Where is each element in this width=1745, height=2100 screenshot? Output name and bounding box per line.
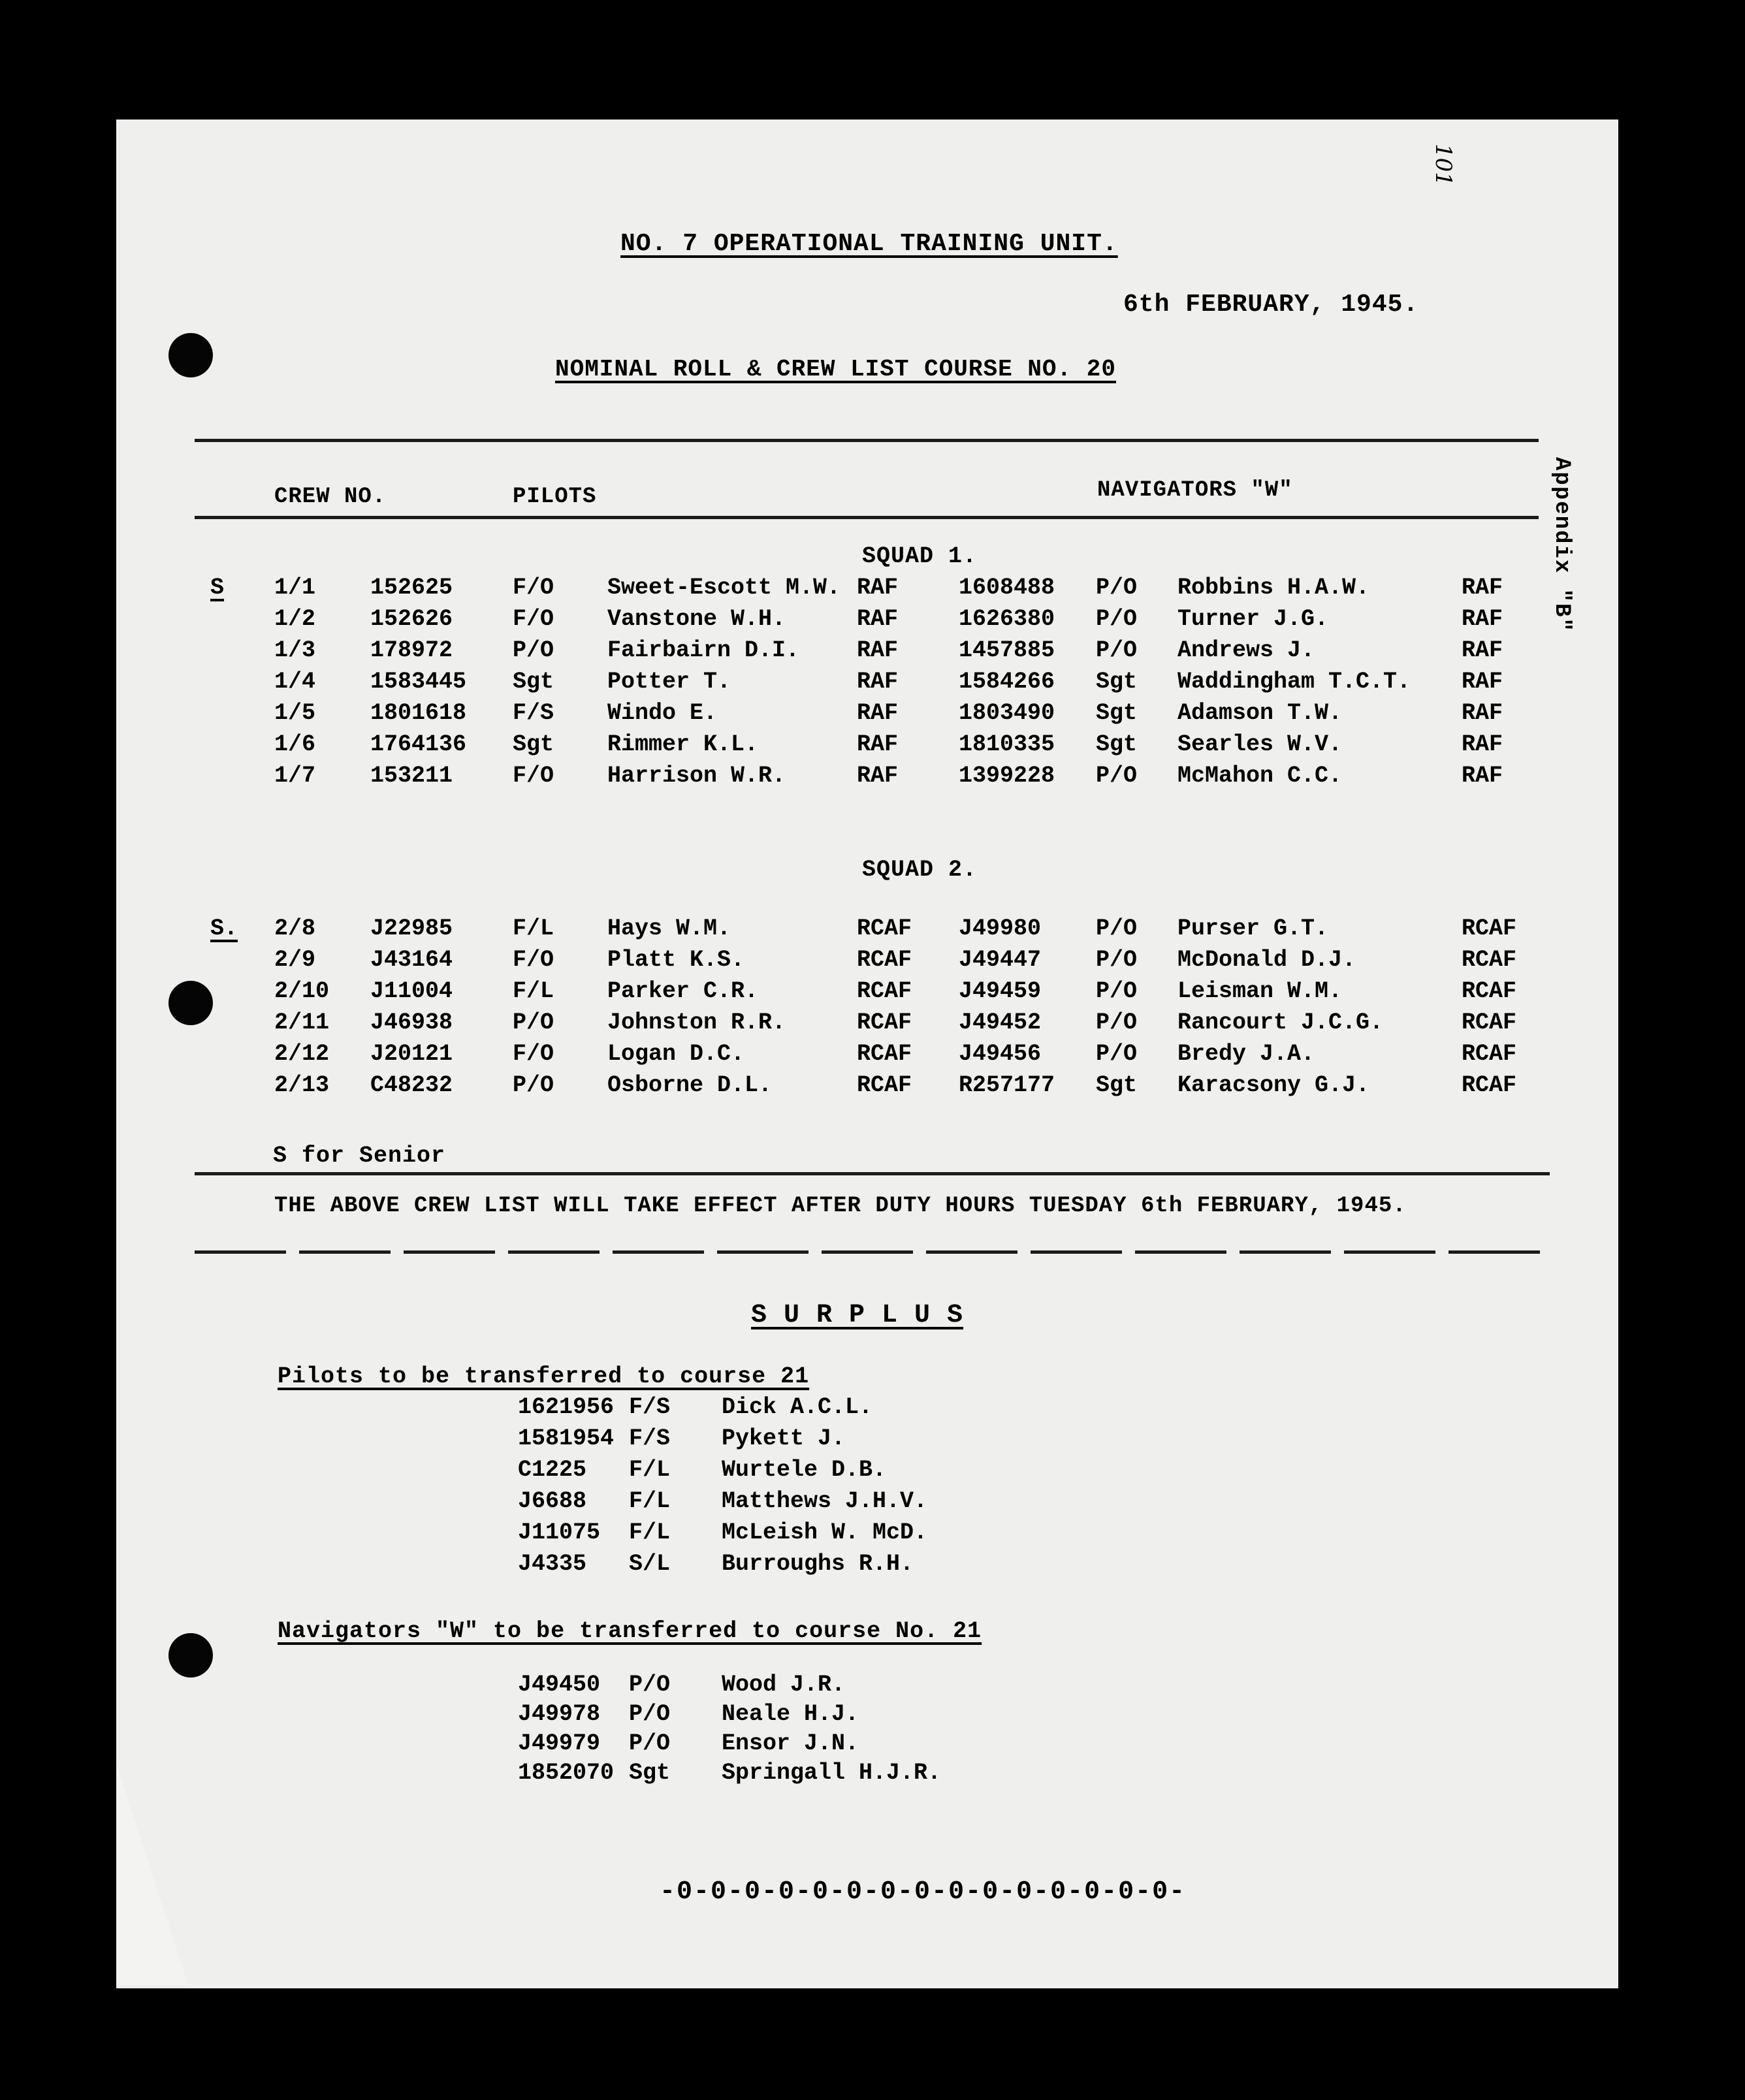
navigator-rank: P/O bbox=[1096, 575, 1138, 601]
appendix-label: Appendix "B" bbox=[1549, 457, 1574, 633]
pilot-air-force: RCAF bbox=[857, 1010, 912, 1036]
table-row bbox=[0, 700, 1745, 733]
navigator-name: Bredy J.A. bbox=[1177, 1041, 1315, 1067]
navigator-air-force: RAF bbox=[1462, 763, 1503, 789]
table-row bbox=[0, 915, 1745, 948]
pilot-rank: P/O bbox=[513, 637, 554, 663]
name: Neale H.J. bbox=[722, 1701, 859, 1727]
service-number: J11075 bbox=[518, 1519, 601, 1546]
rank: F/L bbox=[629, 1519, 671, 1546]
pilot-name: Parker C.R. bbox=[607, 978, 759, 1004]
navigator-rank: P/O bbox=[1096, 763, 1138, 789]
navigator-air-force: RCAF bbox=[1462, 1041, 1517, 1067]
navigator-service-number: 1810335 bbox=[959, 731, 1055, 757]
name: Ensor J.N. bbox=[722, 1730, 859, 1757]
pilot-name: Sweet-Escott M.W. bbox=[607, 575, 841, 601]
crew-number: 1/2 bbox=[274, 606, 316, 632]
service-number: J49450 bbox=[518, 1672, 601, 1698]
navigator-service-number: J49456 bbox=[959, 1041, 1042, 1067]
pilot-service-number: C48232 bbox=[370, 1072, 453, 1098]
pilot-service-number: 153211 bbox=[370, 763, 453, 789]
pilot-service-number: J22985 bbox=[370, 915, 453, 942]
folded-corner bbox=[116, 1763, 188, 1985]
table-row bbox=[0, 947, 1745, 979]
pilot-rank: F/O bbox=[513, 575, 554, 601]
navigator-rank: P/O bbox=[1096, 915, 1138, 942]
navigator-air-force: RAF bbox=[1462, 731, 1503, 757]
navigator-rank: Sgt bbox=[1096, 1072, 1138, 1098]
table-row bbox=[0, 1010, 1745, 1042]
navigator-air-force: RAF bbox=[1462, 606, 1503, 632]
crew-number: 1/7 bbox=[274, 763, 316, 789]
name: Wurtele D.B. bbox=[722, 1457, 887, 1483]
service-number: C1225 bbox=[518, 1457, 587, 1483]
navigator-service-number: 1457885 bbox=[959, 637, 1055, 663]
rank: P/O bbox=[629, 1730, 671, 1757]
navigator-name: McMahon C.C. bbox=[1177, 763, 1343, 789]
table-row bbox=[0, 637, 1745, 670]
pilot-air-force: RCAF bbox=[857, 1072, 912, 1098]
pilot-name: Harrison W.R. bbox=[607, 763, 786, 789]
pilot-rank: F/O bbox=[513, 763, 554, 789]
navigator-service-number: J49459 bbox=[959, 978, 1042, 1004]
surplus-title: S U R P L U S bbox=[751, 1301, 964, 1330]
table-row bbox=[0, 1457, 1745, 1489]
table-row bbox=[0, 1519, 1745, 1552]
name: Springall H.J.R. bbox=[722, 1760, 942, 1786]
pilot-service-number: J46938 bbox=[370, 1010, 453, 1036]
rank: P/O bbox=[629, 1701, 671, 1727]
unit-heading: NO. 7 OPERATIONAL TRAINING UNIT. bbox=[620, 230, 1118, 258]
navigator-name: Karacsony G.J. bbox=[1177, 1072, 1370, 1098]
name: Wood J.R. bbox=[722, 1672, 846, 1698]
service-number: 1581954 bbox=[518, 1425, 615, 1452]
table-row bbox=[0, 1072, 1745, 1105]
pilot-air-force: RAF bbox=[857, 637, 899, 663]
pilot-air-force: RCAF bbox=[857, 978, 912, 1004]
navigator-service-number: R257177 bbox=[959, 1072, 1055, 1098]
navigator-air-force: RCAF bbox=[1462, 978, 1517, 1004]
service-number: J49978 bbox=[518, 1701, 601, 1727]
service-number: J49979 bbox=[518, 1730, 601, 1757]
surplus-pilots-heading: Pilots to be transferred to course 21 bbox=[278, 1363, 810, 1390]
pilot-rank: Sgt bbox=[513, 731, 554, 757]
crew-number: 1/4 bbox=[274, 669, 316, 695]
pilot-rank: P/O bbox=[513, 1010, 554, 1036]
senior-note: S for Senior bbox=[273, 1143, 446, 1169]
page-annotation: 101 bbox=[1430, 144, 1456, 186]
senior-mark: S bbox=[210, 575, 225, 601]
navigator-name: Andrews J. bbox=[1177, 637, 1315, 663]
navigator-rank: P/O bbox=[1096, 947, 1138, 973]
pilot-rank: F/O bbox=[513, 947, 554, 973]
pilot-name: Rimmer K.L. bbox=[607, 731, 759, 757]
service-number: J4335 bbox=[518, 1551, 587, 1577]
pilot-name: Logan D.C. bbox=[607, 1041, 745, 1067]
pilot-name: Vanstone W.H. bbox=[607, 606, 786, 632]
pilot-air-force: RCAF bbox=[857, 947, 912, 973]
rank: P/O bbox=[629, 1672, 671, 1698]
table-row bbox=[0, 1760, 1745, 1792]
navigator-air-force: RCAF bbox=[1462, 915, 1517, 942]
pilot-air-force: RAF bbox=[857, 669, 899, 695]
table-row bbox=[0, 1701, 1745, 1734]
pilot-air-force: RAF bbox=[857, 575, 899, 601]
pilot-service-number: 152626 bbox=[370, 606, 453, 632]
punch-hole-top bbox=[168, 333, 213, 377]
table-row bbox=[0, 1041, 1745, 1074]
name: Matthews J.H.V. bbox=[722, 1488, 928, 1514]
table-row bbox=[0, 606, 1745, 639]
pilot-rank: F/S bbox=[513, 700, 554, 726]
pilot-service-number: 152625 bbox=[370, 575, 453, 601]
navigator-name: Adamson T.W. bbox=[1177, 700, 1343, 726]
pilot-service-number: J20121 bbox=[370, 1041, 453, 1067]
pilot-name: Osborne D.L. bbox=[607, 1072, 773, 1098]
end-marker: -0-0-0-0-0-0-0-0-0-0-0-0-0-0-0- bbox=[660, 1877, 1187, 1907]
service-number: J6688 bbox=[518, 1488, 587, 1514]
table-row bbox=[0, 1488, 1745, 1521]
navigator-service-number: 1626380 bbox=[959, 606, 1055, 632]
crew-number: 1/3 bbox=[274, 637, 316, 663]
navigator-name: Searles W.V. bbox=[1177, 731, 1343, 757]
navigator-service-number: 1608488 bbox=[959, 575, 1055, 601]
pilot-service-number: J43164 bbox=[370, 947, 453, 973]
table-row bbox=[0, 1672, 1745, 1704]
rank: S/L bbox=[629, 1551, 671, 1577]
navigator-rank: P/O bbox=[1096, 606, 1138, 632]
pilot-name: Johnston R.R. bbox=[607, 1010, 786, 1036]
crew-number: 1/1 bbox=[274, 575, 316, 601]
crew-number: 2/13 bbox=[274, 1072, 330, 1098]
service-number: 1852070 bbox=[518, 1760, 615, 1786]
crew-number: 1/6 bbox=[274, 731, 316, 757]
table-row bbox=[0, 1394, 1745, 1427]
crew-number: 2/10 bbox=[274, 978, 330, 1004]
senior-mark: S. bbox=[210, 915, 238, 942]
pilot-air-force: RAF bbox=[857, 731, 899, 757]
pilot-air-force: RCAF bbox=[857, 915, 912, 942]
table-row bbox=[0, 763, 1745, 795]
table-row bbox=[0, 978, 1745, 1011]
name: Burroughs R.H. bbox=[722, 1551, 914, 1577]
navigator-air-force: RAF bbox=[1462, 575, 1503, 601]
rank: Sgt bbox=[629, 1760, 671, 1786]
document-date: 6th FEBRUARY, 1945. bbox=[1123, 291, 1419, 319]
rule-after-list bbox=[195, 1172, 1550, 1175]
navigator-air-force: RCAF bbox=[1462, 1010, 1517, 1036]
squad1-label: SQUAD 1. bbox=[862, 543, 978, 569]
navigator-service-number: J49980 bbox=[959, 915, 1042, 942]
pilot-service-number: J11004 bbox=[370, 978, 453, 1004]
name: Dick A.C.L. bbox=[722, 1394, 873, 1420]
navigator-rank: P/O bbox=[1096, 637, 1138, 663]
navigator-name: Waddingham T.C.T. bbox=[1177, 669, 1411, 695]
table-row bbox=[0, 1425, 1745, 1458]
navigator-rank: P/O bbox=[1096, 978, 1138, 1004]
pilot-air-force: RCAF bbox=[857, 1041, 912, 1067]
navigator-name: Robbins H.A.W. bbox=[1177, 575, 1370, 601]
pilot-rank: Sgt bbox=[513, 669, 554, 695]
table-row bbox=[0, 1730, 1745, 1763]
pilot-rank: F/L bbox=[513, 978, 554, 1004]
pilot-air-force: RAF bbox=[857, 700, 899, 726]
navigator-rank: Sgt bbox=[1096, 731, 1138, 757]
pilot-rank: F/O bbox=[513, 1041, 554, 1067]
effect-note: THE ABOVE CREW LIST WILL TAKE EFFECT AFTER DUTY HOURS TUESDAY 6th FEBRUARY, 1945. bbox=[274, 1194, 1407, 1218]
pilot-air-force: RAF bbox=[857, 763, 899, 789]
surplus-navigators-heading: Navigators "W" to be transferred to course No. 21 bbox=[278, 1618, 982, 1644]
name: McLeish W. McD. bbox=[722, 1519, 928, 1546]
navigator-rank: P/O bbox=[1096, 1010, 1138, 1036]
navigator-service-number: J49447 bbox=[959, 947, 1042, 973]
document-title: NOMINAL ROLL & CREW LIST COURSE NO. 20 bbox=[555, 356, 1116, 383]
pilot-service-number: 1583445 bbox=[370, 669, 467, 695]
pilot-service-number: 178972 bbox=[370, 637, 453, 663]
squad2-label: SQUAD 2. bbox=[862, 857, 978, 883]
service-number: 1621956 bbox=[518, 1394, 615, 1420]
col-header-crew-no: CREW NO. bbox=[274, 485, 387, 509]
pilot-rank: F/O bbox=[513, 606, 554, 632]
navigator-name: Purser G.T. bbox=[1177, 915, 1329, 942]
rule-header bbox=[195, 516, 1539, 519]
rank: F/S bbox=[629, 1394, 671, 1420]
crew-number: 2/12 bbox=[274, 1041, 330, 1067]
navigator-air-force: RCAF bbox=[1462, 947, 1517, 973]
pilot-name: Hays W.M. bbox=[607, 915, 731, 942]
navigator-air-force: RAF bbox=[1462, 637, 1503, 663]
pilot-name: Platt K.S. bbox=[607, 947, 745, 973]
navigator-air-force: RCAF bbox=[1462, 1072, 1517, 1098]
navigator-service-number: 1803490 bbox=[959, 700, 1055, 726]
pilot-name: Potter T. bbox=[607, 669, 731, 695]
pilot-name: Fairbairn D.I. bbox=[607, 637, 800, 663]
crew-number: 2/9 bbox=[274, 947, 316, 973]
pilot-name: Windo E. bbox=[607, 700, 718, 726]
rank: F/S bbox=[629, 1425, 671, 1452]
crew-number: 1/5 bbox=[274, 700, 316, 726]
navigator-air-force: RAF bbox=[1462, 669, 1503, 695]
name: Pykett J. bbox=[722, 1425, 846, 1452]
table-row bbox=[0, 669, 1745, 701]
navigator-air-force: RAF bbox=[1462, 700, 1503, 726]
punch-hole-bottom bbox=[168, 1633, 213, 1678]
crew-number: 2/11 bbox=[274, 1010, 330, 1036]
col-header-pilots: PILOTS bbox=[513, 485, 597, 509]
pilot-service-number: 1801618 bbox=[370, 700, 467, 726]
navigator-rank: Sgt bbox=[1096, 700, 1138, 726]
rule-dashed bbox=[195, 1250, 1550, 1254]
navigator-name: McDonald D.J. bbox=[1177, 947, 1356, 973]
crew-number: 2/8 bbox=[274, 915, 316, 942]
navigator-name: Turner J.G. bbox=[1177, 606, 1329, 632]
pilot-rank: F/L bbox=[513, 915, 554, 942]
navigator-service-number: 1399228 bbox=[959, 763, 1055, 789]
rank: F/L bbox=[629, 1457, 671, 1483]
navigator-name: Leisman W.M. bbox=[1177, 978, 1343, 1004]
pilot-rank: P/O bbox=[513, 1072, 554, 1098]
navigator-rank: Sgt bbox=[1096, 669, 1138, 695]
navigator-service-number: J49452 bbox=[959, 1010, 1042, 1036]
table-row bbox=[0, 575, 1745, 607]
col-header-navigators: NAVIGATORS "W" bbox=[1097, 478, 1293, 503]
table-row bbox=[0, 1551, 1745, 1583]
rule-top bbox=[195, 439, 1539, 442]
pilot-air-force: RAF bbox=[857, 606, 899, 632]
pilot-service-number: 1764136 bbox=[370, 731, 467, 757]
navigator-service-number: 1584266 bbox=[959, 669, 1055, 695]
table-row bbox=[0, 731, 1745, 764]
navigator-name: Rancourt J.C.G. bbox=[1177, 1010, 1384, 1036]
navigator-rank: P/O bbox=[1096, 1041, 1138, 1067]
rank: F/L bbox=[629, 1488, 671, 1514]
